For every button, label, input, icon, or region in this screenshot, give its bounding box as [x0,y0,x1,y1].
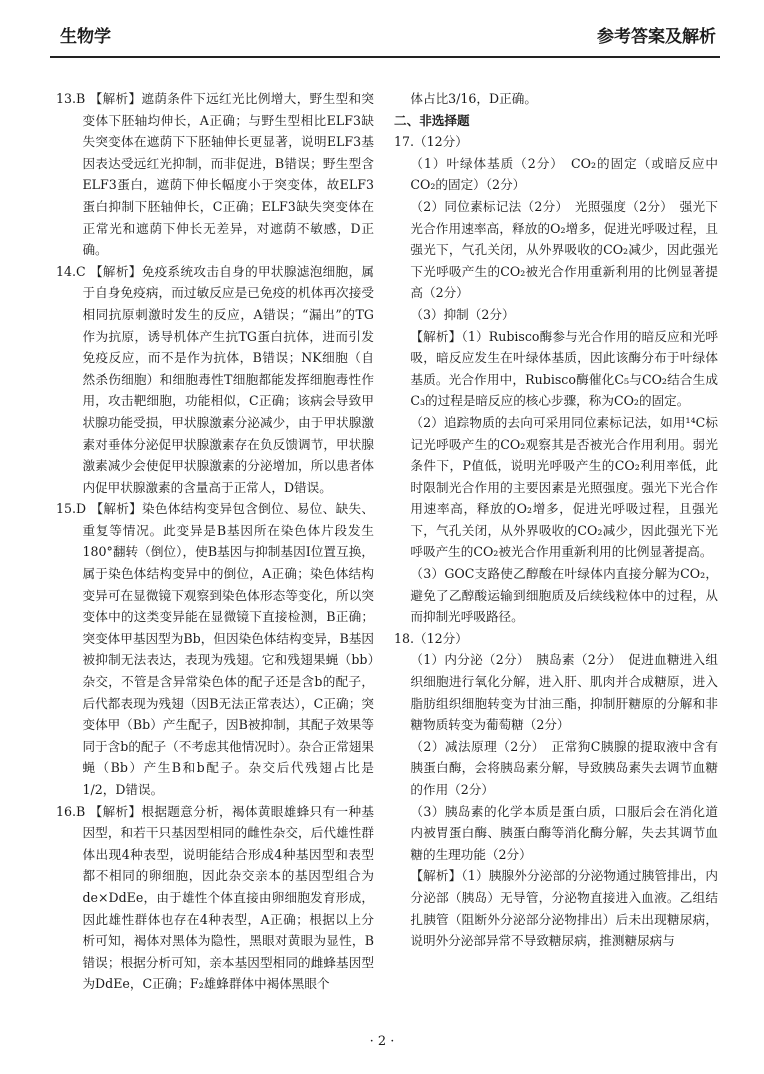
q17-answer-1: （1）叶绿体基质（2分） CO₂的固定（或暗反应中CO₂的固定）（2分） [410,155,718,193]
section-heading: 二、非选择题 [394,112,470,128]
right-column [394,88,718,952]
answer-16-continuation: 体占比3/16，D正确。 [410,91,537,106]
answer-14: 14.C 【解析】免疫系统攻击自身的甲状腺滤泡细胞，属于自身免疫病，而过敏反应是已免疫的机体再次接受相同抗原刺激时发生的反应，A错误；“漏出”的TG作为抗原，诱导机体产生抗TG蛋白抗体，进而引发免疫反应，而不是作为抗体，B错误；NK细胞（自然杀伤细胞）和细胞毒性T细胞都能发挥细胞毒性作用，攻击靶细胞，功能相似，C正确；该病会导致甲状腺功能受损，甲状腺激素分泌减少，由于甲状腺激素对垂体分泌促甲状腺激素存在负反馈调节，甲状腺激素减少会使促甲状腺激素的分泌增加，所以患者体内促甲状腺激素的含量高于正常人，D错误。 [56,263,374,495]
q18-answer-1: （1）内分泌（2分） 胰岛素（2分） 促进血糖进入组织细胞进行氧化分解，进入肝、肌肉并合成糖原，进入脂肪组织细胞转变为甘油三酯，抑制肝糖原的分解和非糖物质转变为葡萄糖（2分） [410,652,718,733]
header-rule [50,56,720,58]
q17-answer-3: （3）抑制（2分） [410,306,515,322]
q18-answer-3: （3）胰岛素的化学本质是蛋白质，口服后会在消化道内被胃蛋白酶、胰蛋白酶等消化酶分解，失去其调节血糖的生理功能（2分） [410,803,718,862]
section-title: 参考答案及解析 [597,27,716,47]
answer-16: 16.B 【解析】根据题意分析，褐体黄眼雄蜂只有一种基因型，和若干只基因型相同的雌性杂交，后代雄性群体出现4种表型，说明能结合形成4种基因型和表型都不相同的卵细胞，因此杂交亲本的基因型组合为de×DdEe，由于雄性个体直接由卵细胞发育形成，因此雄性群体也存在4种表型，A正确；根据以上分析可知，褐体对黑体为隐性，黑眼对黄眼为显性，B错误；根据分析可知，亲本基因型相同的雌蜂基因型为DdEe，C正确；F₂雄蜂群体中褐体黑眼个 [56,803,374,992]
q17-explanation-1: 【解析】（1）Rubisco酶参与光合作用的暗反应和光呼吸，暗反应发生在叶绿体基质，因此该酶分布于叶绿体基质。光合作用中，Rubisco酶催化C₅与CO₂结合生成C₃的过程是暗反应的核心步骤，称为CO₂的固定。 [410,328,718,409]
q17-title: 17.（12分） [394,134,468,150]
left-column [56,88,374,995]
page-number: · 2 · [369,1034,395,1049]
page-header [50,8,720,62]
q17-explanation-2: （2）追踪物质的去向可采用同位素标记法，如用¹⁴C标记光呼吸产生的CO₂观察其是否被光合作用利用。弱光条件下，P值低，说明光呼吸产生的CO₂利用率低，此时限制光合作用的主要因素是光照强度。强光下光合作用速率高，释放的O₂增多，促进光呼吸过程，且强光下，气孔关闭，从外界吸收的CO₂减少，因此强光下光呼吸产生的CO₂被光合作用重新利用的比例显著提高。 [410,414,718,560]
q17-answer-2: （2）同位素标记法（2分） 光照强度（2分） 强光下光合作用速率高，释放的O₂增多，促进光呼吸过程，且强光下，气孔关闭，从外界吸收的CO₂减少，因此强光下光呼吸产生的CO₂被光合作用重新利用的比例显著提高（2分） [410,198,718,301]
subject-title: 生物学 [60,27,111,47]
answer-13: 13.B 【解析】遮荫条件下远红光比例增大，野生型和突变体下胚轴均伸长，A正确；与野生型相比ELF3缺失突变体在遮荫下下胚轴伸长更显著，说明ELF3基因表达受远红光抑制，而非促进，B错误；野生型含ELF3蛋白，遮荫下伸长幅度小于突变体，故ELF3蛋白抑制下胚轴伸长，C正确；ELF3缺失突变体在正常光和遮荫下伸长无差异，对遮荫不敏感，D正确。 [56,91,374,258]
q18-title: 18.（12分） [394,630,468,646]
q17-explanation-3: （3）GOC支路使乙醇酸在叶绿体内直接分解为CO₂，避免了乙醇酸运输到细胞质及后续线粒体中的过程，从而抑制光呼吸路径。 [410,566,718,625]
q18-answer-2: （2）减法原理（2分） 正常狗C胰腺的提取液中含有胰蛋白酶，会将胰岛素分解，导致胰岛素失去调节血糖的作用（2分） [410,738,718,797]
answer-15: 15.D 【解析】染色体结构变异包含倒位、易位、缺失、重复等情况。此变异是B基因所在染色体片段发生180°翻转（倒位），使B基因与抑制基因I位置互换，属于染色体结构变异中的倒位，A正确；染色体结构变异可在显微镜下观察到染色体形态等变化，所以突变体中的这类变异能在显微镜下直接检测，B正确；突变体甲基因型为Bb，但因染色体结构变异，B基因被抑制无法表达，表现为残翅。它和残翅果蝇（bb）杂交，不管是含异常染色体的配子还是含b的配子，后代都表现为残翅（因B无法正常表达），C正确；突变体甲（Bb）产生配子，因B被抑制，其配子效果等同于含b的配子（不考虑其他情况时）。杂合正常翅果蝇（Bb）产生B和b配子。杂交后代残翅占比是1/2，D错误。 [56,501,374,797]
q18-explanation-1: 【解析】（1）胰腺外分泌部的分泌物通过胰管排出，内分泌部（胰岛）无导管，分泌物直接进入血液。乙组结扎胰管（阻断外分泌部分泌物排出）后未出现糖尿病，说明外分泌部异常不导致糖尿病，推测糖尿病与 [410,868,718,949]
